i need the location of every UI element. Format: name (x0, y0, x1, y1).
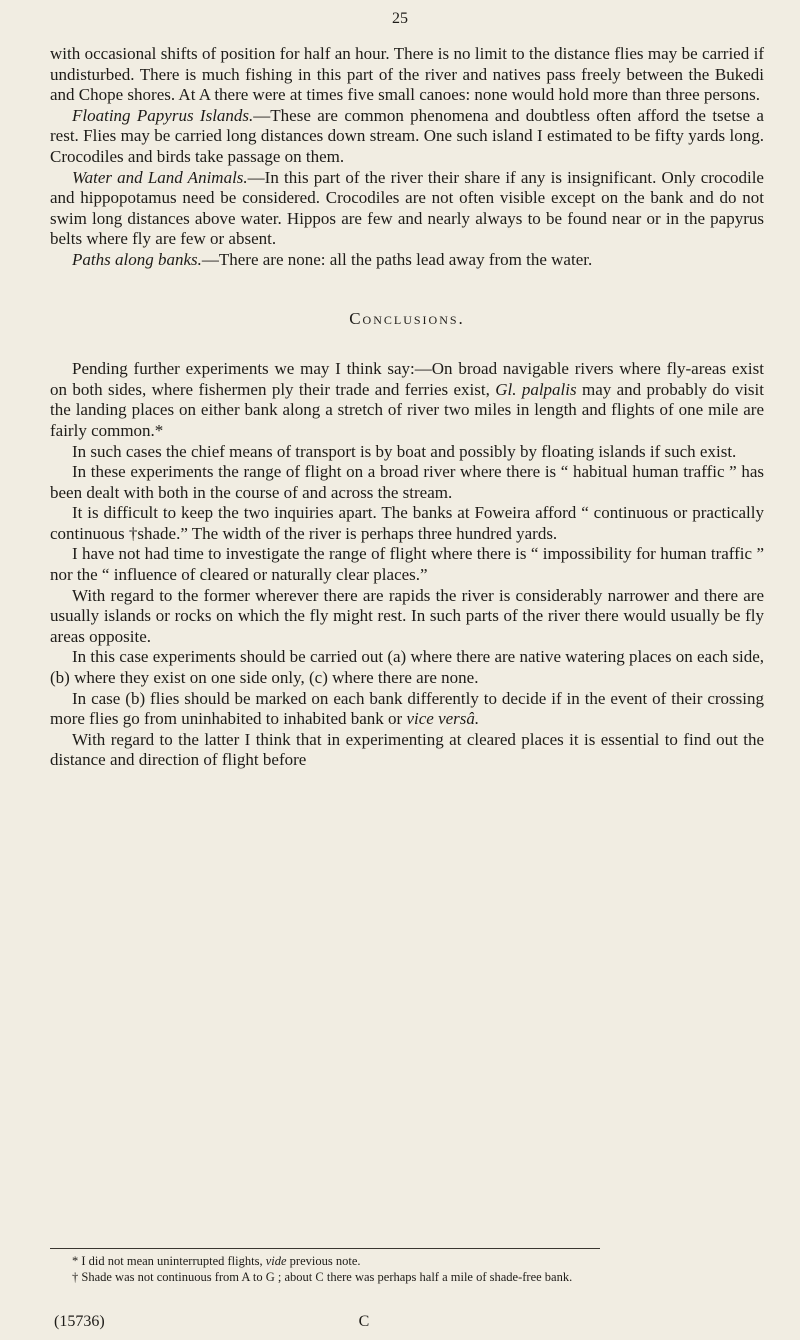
paragraph-text: may and probably do visit the landing places on either bank along a stretch of river two miles in length and flights of one mile are fairly common.* (50, 379, 764, 440)
page-number: 25 (392, 10, 408, 27)
paragraph: In these experiments the range of flight on a broad river where there is “ habitual human traffic ” has been dealt with both in the course of and across the stream. (50, 462, 764, 502)
paragraph: With regard to the latter I think that in experimenting at cleared places it is essential to find out the distance and direction of flight before (50, 729, 764, 770)
paragraph-floating-islands (50, 106, 764, 168)
footnote-text: * I did not mean uninterrupted flights, (72, 1254, 266, 1268)
body-text (50, 44, 764, 771)
paragraph (50, 689, 764, 730)
run-in-heading: Water and Land Animals. (72, 167, 248, 187)
paragraph-text: In case (b) flies should be marked on each bank differently to decide if in the event of their crossing more flies go from uninhabited to inhabited bank or (50, 688, 764, 729)
paragraph: with occasional shifts of position for half an hour. There is no limit to the distance flies may be carried if undisturbed. There is much fishing in this part of the river and natives pass freely between the Bukedi and Chope shores. At A there were at times five small canoes: none would hold more than three persons. (50, 44, 764, 105)
italic-text: vide (265, 1254, 287, 1268)
section-heading: Conclusions. (349, 308, 465, 328)
run-in-heading: Paths along banks. (72, 249, 202, 269)
run-in-heading: Floating Papyrus Islands. (72, 105, 254, 125)
footnote-rule (50, 1248, 600, 1249)
footnote (50, 1254, 764, 1270)
species-name: Gl. palpalis (495, 379, 577, 399)
signature-mark: C (358, 1313, 370, 1330)
footnote: † Shade was not continuous from A to G ; about C there was perhaps half a mile of shade-free bank. (72, 1269, 573, 1284)
paragraph-text: —These are common phenomena and doubtless often afford the tsetse a rest. Flies may be carried long distances down stream. One such island I estimated to be fifty yards long. Crocodiles and birds take passage on them. (50, 105, 764, 166)
paragraph-text: —In this part of the river their share if any is insignificant. Only crocodile and hippopotamus need be considered. Crocodiles are not often visible except on the bank and do not swim long distances above water. Hippos are few and nearly always to be found near or in the papyrus belts where fly are few or absent. (50, 167, 764, 249)
footnotes (50, 1254, 764, 1285)
paragraph-animals (50, 168, 764, 250)
paragraph: I have not had time to investigate the range of flight where there is “ impossibility for human traffic ” nor the “ influence of cleared or naturally clear places.” (50, 544, 764, 585)
italic-text: vice versâ. (406, 709, 480, 729)
paragraph: It is difficult to keep the two inquiries apart. The banks at Foweira afford “ continuous or practically continuous †shade.” The width of the river is perhaps three hundred yards. (50, 503, 764, 543)
printer-signature (54, 1313, 754, 1331)
paragraph-paths (50, 250, 764, 271)
paragraph: With regard to the former wherever there are rapids the river is considerably narrower and there are usually islands or rocks on which the fly might rest. In such parts of the river there would usually be fly areas opposite. (50, 585, 764, 646)
paragraph (50, 359, 764, 441)
footnote-text: previous note. (286, 1254, 361, 1268)
paragraph-text: —There are none: all the paths lead away from the water. (201, 249, 593, 269)
paragraph: In this case experiments should be carried out (a) where there are native watering places on each side, (b) where they exist on one side only, (c) where there are none. (50, 647, 764, 688)
paragraph-text: Pending further experiments we may I think say:—On broad navigable rivers where fly-areas exist on both sides, where fishermen ply their trade and ferries exist, (50, 359, 764, 399)
paragraph: In such cases the chief means of transport is by boat and possibly by floating islands if such exist. (72, 441, 737, 461)
print-code: (15736) (54, 1313, 105, 1330)
